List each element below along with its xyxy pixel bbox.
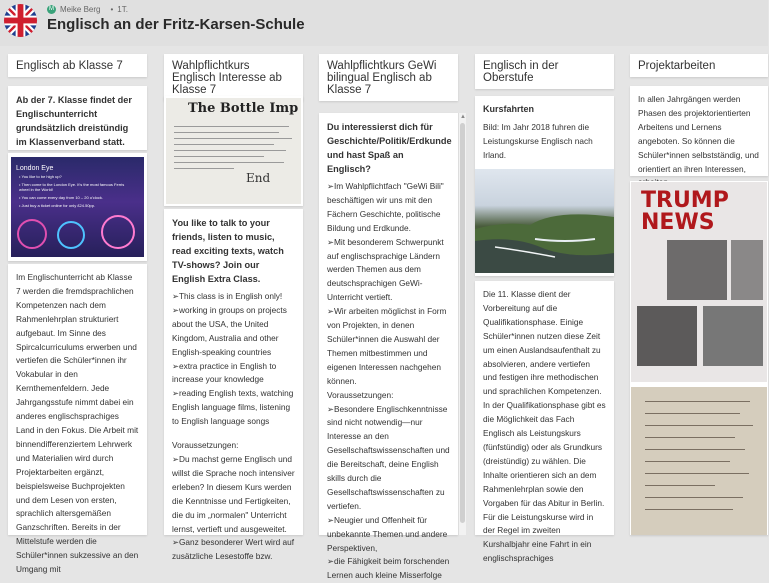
post-text: Im Englischunterricht ab Klasse 7 werden die fremdsprachlichen Kompetenzen nach dem Rahmenlehrplan strukturiert aufgebaut. Im Sinne des Spircalcurriculums erwerben und vertiefen die Schüler*innen ihr Vokabular in den Kernthemenfeldern. Jede Jahrgangsstufe nimmt dabei ein anderes englischsprachiges Land in den Fokus. Die Arbeit mit binnendifferenziertem Lehrwerk und Materialien wird durch Projektarbeiten ergänzt, beispielsweise Buchprojekten und dem Lesen von ersten, sprachlich altersgemäßen Ganzschriften. Bereits in der Mittelstufe werden die Schüler*innen sukzessive an den Umgang mit bbox=[16, 272, 139, 575]
post-text: Bild: Im Jahr 2018 fuhren die Leistungskurse Englisch nach Irland. bbox=[483, 121, 593, 160]
column-title[interactable]: Wahlpflichtkurs Englisch Interesse ab Klasse 7 bbox=[164, 54, 303, 101]
ferris-wheel-shape bbox=[57, 221, 85, 249]
column-englisch-ab-klasse-7 bbox=[8, 54, 147, 77]
post-headline: You like to talk to your friends, listen to music, read exciting texts, watch TV-shows? Join our English Extra Class. bbox=[172, 218, 284, 284]
list-item: ➢Neugier und Offenheit für unbekannte Themen und andere Perspektiven, bbox=[327, 514, 448, 553]
column-projektarbeiten bbox=[630, 54, 769, 77]
image-bullet: • You can come every day from 10 – 20 o'clock. bbox=[19, 195, 103, 200]
author-name[interactable]: Meike Berg bbox=[60, 5, 101, 14]
ferris-wheel-shape bbox=[101, 215, 135, 249]
list-item: ➢extra practice in English to increase your knowledge bbox=[172, 360, 277, 385]
post-time: 1T. bbox=[117, 5, 128, 14]
list-item: ➢die Fähigkeit beim forschenden Lernen auch kleine Misserfolge bbox=[327, 556, 450, 581]
ferris-wheel-shape bbox=[17, 219, 47, 249]
separator-dot: • bbox=[110, 5, 114, 14]
column-scrollbar[interactable] bbox=[458, 113, 466, 535]
column-title[interactable]: Englisch ab Klasse 7 bbox=[8, 54, 147, 77]
post-card[interactable] bbox=[630, 86, 768, 176]
list-item: ➢reading English texts, watching English language films, listening to English language songs bbox=[172, 388, 294, 427]
list-item: ➢This class is in English only! bbox=[172, 291, 283, 301]
page-title: Englisch an der Fritz-Karsen-Schule bbox=[47, 16, 305, 33]
coast-illustration bbox=[475, 169, 614, 273]
post-card[interactable] bbox=[319, 113, 458, 581]
requirements-label: Voraussetzungen: bbox=[172, 440, 239, 451]
post-subhead: Kursfahrten bbox=[483, 104, 535, 114]
trump-news-image bbox=[631, 182, 767, 382]
post-card-image[interactable] bbox=[8, 153, 147, 261]
post-text: In allen Jahrgängen werden Phasen des projektorientierten Arbeitens und Lernens angeboten. So können die Schüler*innen selbstständig, und orientiert an ihren Interessen, bbox=[638, 94, 759, 174]
image-bullet: • You like to be high up? bbox=[19, 174, 62, 179]
uk-flag-icon bbox=[3, 3, 38, 38]
list-item: ➢Wir arbeiten möglichst in Form von Projekten, in denen Schüler*innen die Auswahl der Themen mitbestimmen und eigenen Interessen nachgehen können. bbox=[327, 306, 447, 386]
column-title[interactable]: Projektarbeiten bbox=[630, 54, 768, 77]
post-card[interactable] bbox=[8, 264, 147, 575]
list-item: ➢Du machst gerne Englisch und willst die Sprache noch intensiver erleben? In diesem Kurs werden die Kenntnisse und Fertigkeiten, die du im „normalen" Unterricht lernst, vertieft und ausgeweitet. bbox=[172, 453, 295, 534]
post-card[interactable] bbox=[8, 86, 147, 150]
list-item: ➢Besondere Englischkenntnisse sind nicht notwendig—nur Interesse an den Gesellschaftswissenschaften und die Bereitschaft, deine English skills durch die Gesellschaftswissenschaften zu vertiefen. bbox=[327, 403, 450, 511]
avatar[interactable]: M bbox=[49, 6, 54, 12]
author-meta bbox=[47, 5, 128, 14]
image-title: The Bottle Imp bbox=[188, 101, 299, 116]
list-item: ➢Ganz besonderer Wert wird auf zusätzliche Lesestoffe bzw. bbox=[172, 537, 295, 562]
post-text: Die 11. Klasse dient der Vorbereitung auf die Qualifikationsphase. Einige Schüler*innen nutzen diese Zeit um einen Auslandsaufenthalt zu absolvieren, andere vertiefen und festigen ihre methodischen und sprachlichen Kompetenzen. In der Qualifikationsphase gibt es die Möglichkeit das Fach Englisch als Leistungskurs (fünfstündig) oder als Grundkurs (dreistündig) zu wählen. Die Inhalte orientieren sich an dem Rahmenlehrplan sowie den Vorgaben für das Abitur in Berlin. Für die Leistungskurse wird in der Regel im zweiten Kurshalbjahr eine Fahrt in ein englischsprachiges bbox=[483, 289, 606, 564]
list-item: ➢Mit besonderem Schwerpunkt auf englischsprachige Ländern werden Themen aus dem deutschsprachigen GeWi-Unterricht vertieft. bbox=[327, 236, 444, 303]
ireland-coast-image bbox=[475, 169, 614, 273]
post-card[interactable] bbox=[475, 96, 614, 276]
handwritten-notes-image bbox=[631, 387, 767, 535]
column-title[interactable]: Wahlpflichtkurs GeWi bilingual Englisch ab Klasse 7 bbox=[319, 54, 458, 101]
image-title: London Eye bbox=[16, 165, 54, 172]
scroll-up-icon[interactable]: ▲ bbox=[460, 114, 466, 120]
requirements-label: Voraussetzungen: bbox=[327, 389, 394, 400]
post-card[interactable] bbox=[475, 281, 614, 564]
post-headline: Du interessierst dich für Geschichte/Politik/Erdkunde und hast Spaß an Englisch? bbox=[327, 122, 452, 174]
scrollbar-thumb[interactable] bbox=[460, 123, 465, 523]
column-wahlpflichtkurs-englisch bbox=[164, 54, 303, 101]
image-title: TRUMP NEWS bbox=[641, 188, 729, 235]
post-card[interactable] bbox=[164, 209, 303, 562]
list-item: ➢Im Wahlpflichtfach "GeWi Bili" beschäftigen wir uns mit den Fächern Geschichte, politische Bildung und Erdkunde. bbox=[327, 181, 444, 233]
post-card-image[interactable] bbox=[164, 96, 303, 206]
column-gewi-bilingual bbox=[319, 54, 458, 101]
column-title[interactable]: Englisch in der Oberstufe bbox=[475, 54, 614, 89]
bottle-imp-image bbox=[166, 98, 301, 204]
column-oberstufe bbox=[475, 54, 614, 89]
image-end-text: End bbox=[246, 171, 271, 185]
list-item: ➢working in groups on projects about the USA, the United Kingdom, Australia and other English-speaking countries bbox=[172, 304, 287, 357]
image-bullet: • Then come to the London Eye. It's the most famous Ferris wheel in the World! bbox=[19, 182, 125, 192]
post-card-image[interactable] bbox=[630, 181, 768, 535]
padlet-header bbox=[0, 0, 768, 46]
post-text: Ab der 7. Klasse findet der Englischunterricht grundsätzlich dreistündig im Klassenverband statt. bbox=[16, 95, 132, 147]
image-bullet: • Just buy a ticket online for only £24.50pp. bbox=[19, 203, 96, 208]
london-eye-image bbox=[11, 157, 144, 257]
